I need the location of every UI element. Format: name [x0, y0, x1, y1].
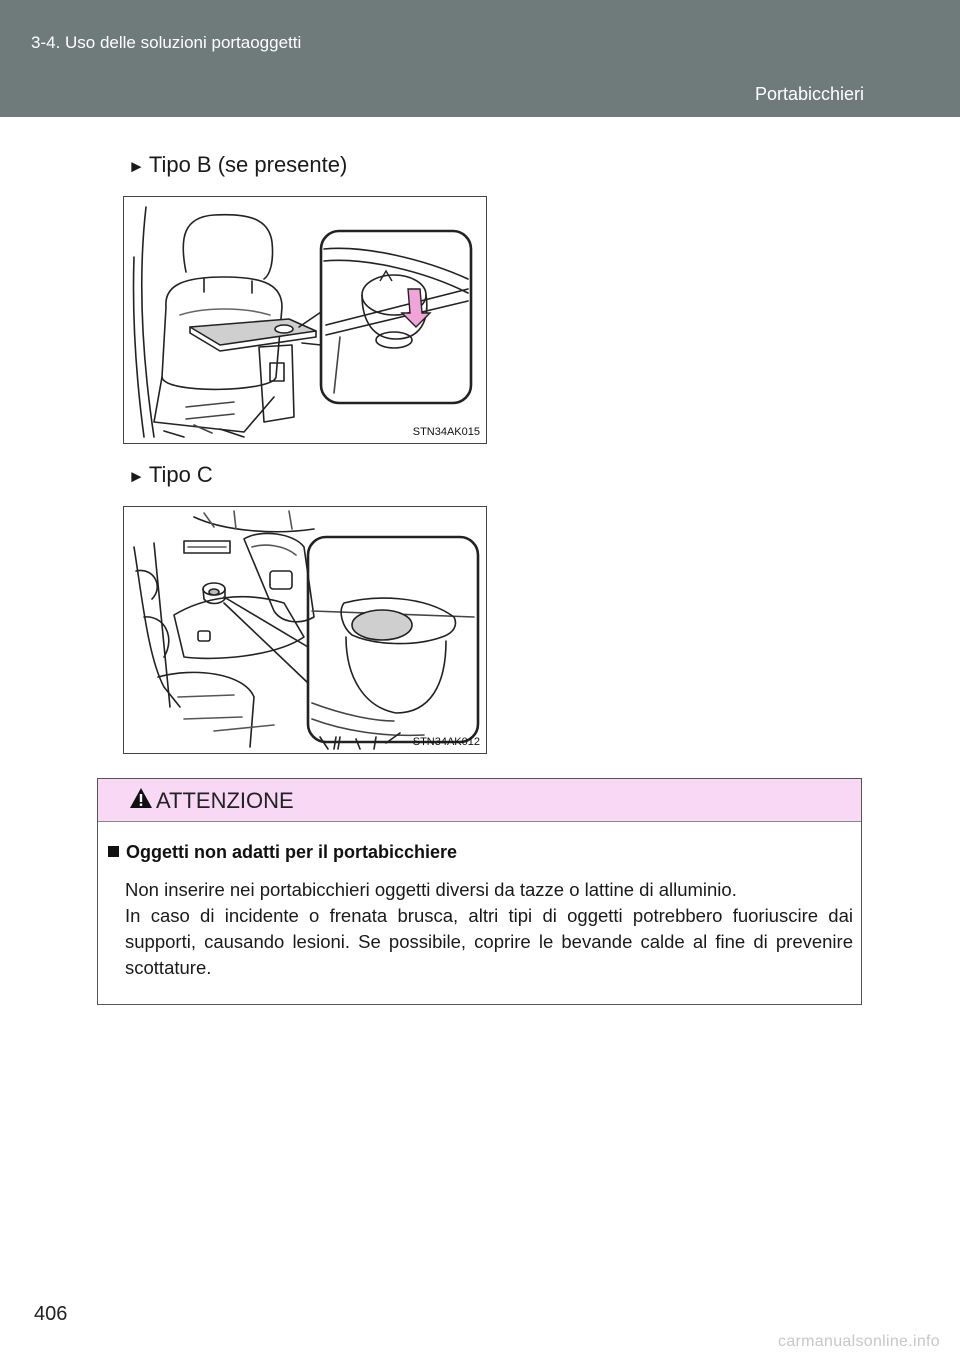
seat-cup-holder-illustration	[124, 197, 486, 443]
figure-type-c	[123, 506, 487, 754]
warning-line-1: Non inserire nei portabicchieri oggetti diversi da tazze o lattine di alluminio.	[125, 879, 737, 900]
warning-item-title	[108, 842, 457, 863]
watermark: carmanualsonline.info	[778, 1333, 940, 1350]
warning-triangle-icon	[129, 787, 153, 809]
warning-box	[97, 778, 862, 1005]
figure-type-b	[123, 196, 487, 444]
type-c-label: Tipo C	[148, 462, 213, 487]
square-bullet-icon	[108, 846, 119, 857]
console-cup-holder-illustration	[124, 507, 486, 753]
type-b-label: Tipo B (se presente)	[148, 152, 348, 177]
pointer-icon: ►	[128, 467, 145, 486]
warning-title: ATTENZIONE	[156, 788, 294, 813]
figure-code-c: STN34AK012	[412, 736, 480, 748]
page-number: 406	[34, 1303, 68, 1325]
warning-line-2: In caso di incidente o frenata brusca, altri tipi di oggetti potrebbero fuoriuscire dai supporti, causando lesioni. Se possibile, coprire le bevande calde al fine di prevenire scottature.	[125, 905, 853, 978]
section-title: 3-4. Uso delle soluzioni portaoggetti	[31, 33, 302, 52]
warning-body	[125, 877, 853, 981]
subsection-title: Portabicchieri	[754, 84, 864, 104]
page-header	[0, 0, 960, 117]
type-b-heading	[128, 152, 347, 178]
warning-header	[98, 779, 861, 822]
pointer-icon: ►	[128, 157, 145, 176]
warning-item-title-text: Oggetti non adatti per il portabicchiere	[126, 842, 458, 862]
figure-code-b: STN34AK015	[412, 426, 480, 438]
type-c-heading	[128, 462, 213, 488]
